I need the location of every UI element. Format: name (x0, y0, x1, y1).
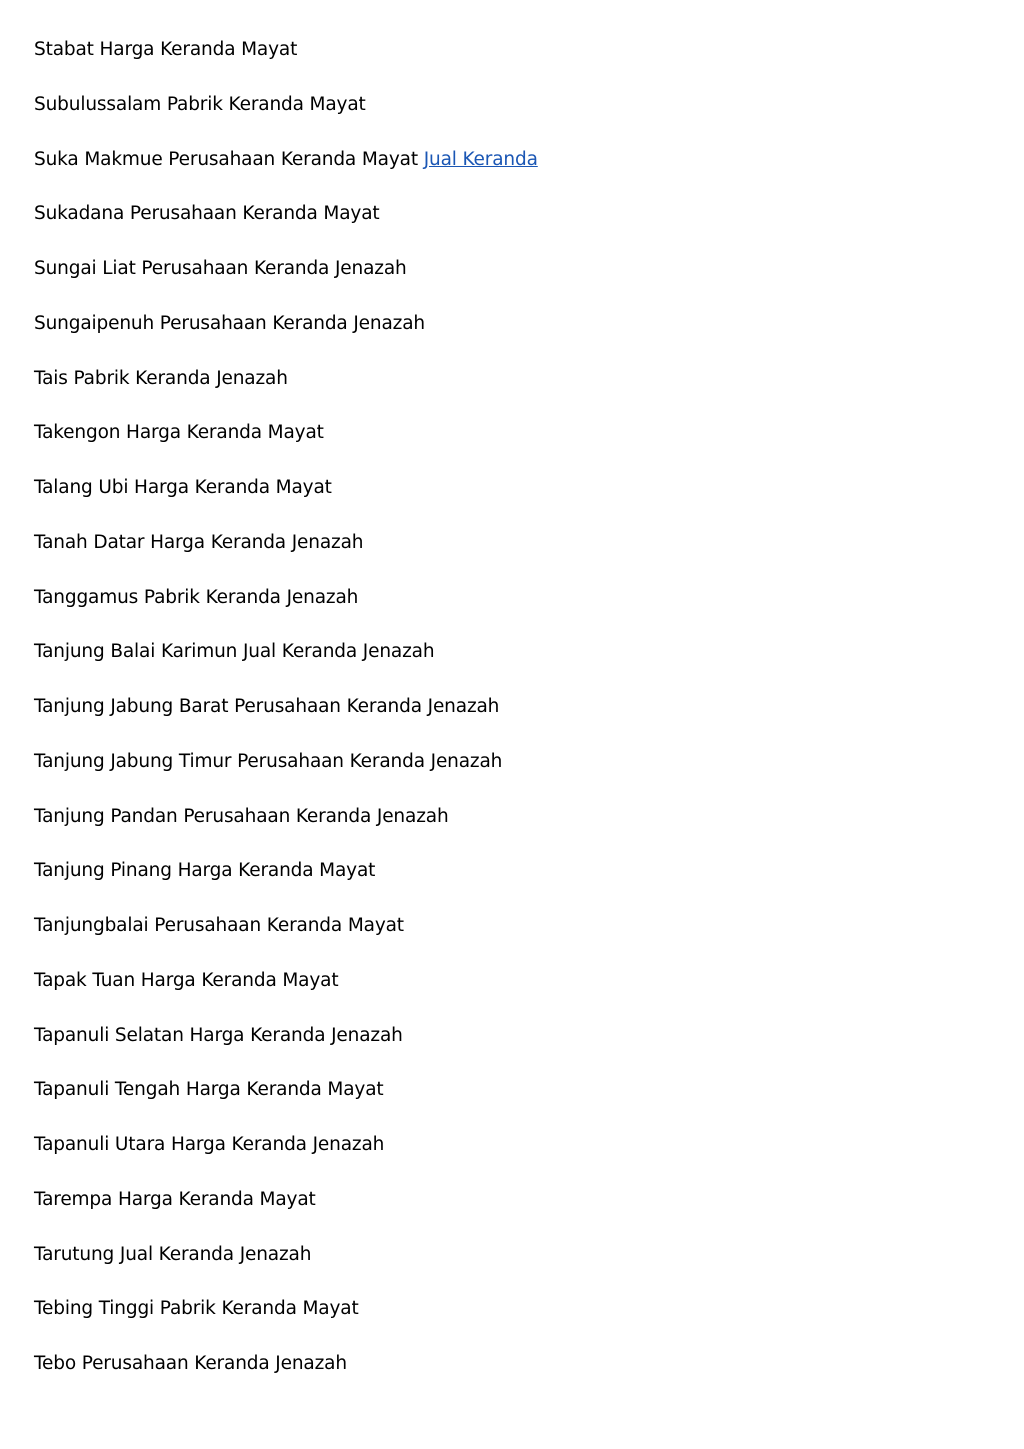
line-text: Tanjung Pinang Harga Keranda Mayat (34, 860, 376, 882)
line-text: Sukadana Perusahaan Keranda Mayat (34, 203, 380, 225)
list-item (34, 1076, 538, 1131)
line-text: Tapanuli Selatan Harga Keranda Jenazah (34, 1024, 403, 1046)
list-item (34, 1241, 538, 1296)
list-item (34, 200, 538, 255)
list-item (34, 255, 538, 310)
list-item (34, 91, 538, 146)
list-item (34, 693, 538, 748)
line-text: Talang Ubi Harga Keranda Mayat (34, 477, 332, 498)
list-item (34, 36, 538, 91)
line-text: Tais Pabrik Keranda Jenazah (34, 367, 288, 389)
line-text: Tapanuli Tengah Harga Keranda Mayat (34, 1079, 384, 1101)
line-text: Tarempa Harga Keranda Mayat (34, 1188, 316, 1210)
list-item (34, 419, 538, 474)
list-item (34, 803, 538, 858)
list-item (34, 748, 538, 803)
line-text: Stabat Harga Keranda Mayat (34, 39, 298, 60)
list-item (34, 1022, 538, 1077)
line-text: Sungai Liat Perusahaan Keranda Jenazah (34, 258, 407, 279)
location-list (34, 36, 538, 1405)
list-item (34, 146, 538, 201)
jual-keranda-link[interactable]: Jual Keranda (423, 148, 538, 170)
list-item (34, 529, 538, 584)
list-item (34, 1295, 538, 1350)
list-item (34, 1350, 538, 1405)
line-text: Sungaipenuh Perusahaan Keranda Jenazah (34, 312, 425, 334)
line-text: Suka Makmue Perusahaan Keranda Mayat (34, 148, 418, 170)
line-text: Tanah Datar Harga Keranda Jenazah (34, 531, 364, 553)
list-item (34, 1186, 538, 1241)
line-text: Tarutung Jual Keranda Jenazah (34, 1243, 312, 1265)
list-item (34, 857, 538, 912)
line-text: Tanjungbalai Perusahaan Keranda Mayat (34, 915, 404, 936)
line-text: Tanggamus Pabrik Keranda Jenazah (34, 586, 359, 608)
list-item (34, 1131, 538, 1186)
line-text: Tanjung Jabung Barat Perusahaan Keranda Jenazah (34, 696, 500, 717)
line-text: Tapanuli Utara Harga Keranda Jenazah (34, 1134, 385, 1155)
line-text: Takengon Harga Keranda Mayat (34, 422, 324, 444)
line-text: Tanjung Balai Karimun Jual Keranda Jenazah (34, 641, 435, 663)
list-item (34, 365, 538, 420)
line-text: Tapak Tuan Harga Keranda Mayat (34, 969, 339, 991)
list-item (34, 967, 538, 1022)
line-text: Tebo Perusahaan Keranda Jenazah (34, 1353, 347, 1374)
line-text: Tebing Tinggi Pabrik Keranda Mayat (34, 1298, 359, 1320)
list-item (34, 310, 538, 365)
line-text: Tanjung Pandan Perusahaan Keranda Jenazah (34, 805, 449, 827)
list-item (34, 638, 538, 693)
line-text: Subulussalam Pabrik Keranda Mayat (34, 93, 366, 115)
list-item (34, 912, 538, 967)
list-item (34, 584, 538, 639)
list-item (34, 474, 538, 529)
line-text: Tanjung Jabung Timur Perusahaan Keranda Jenazah (34, 750, 503, 772)
